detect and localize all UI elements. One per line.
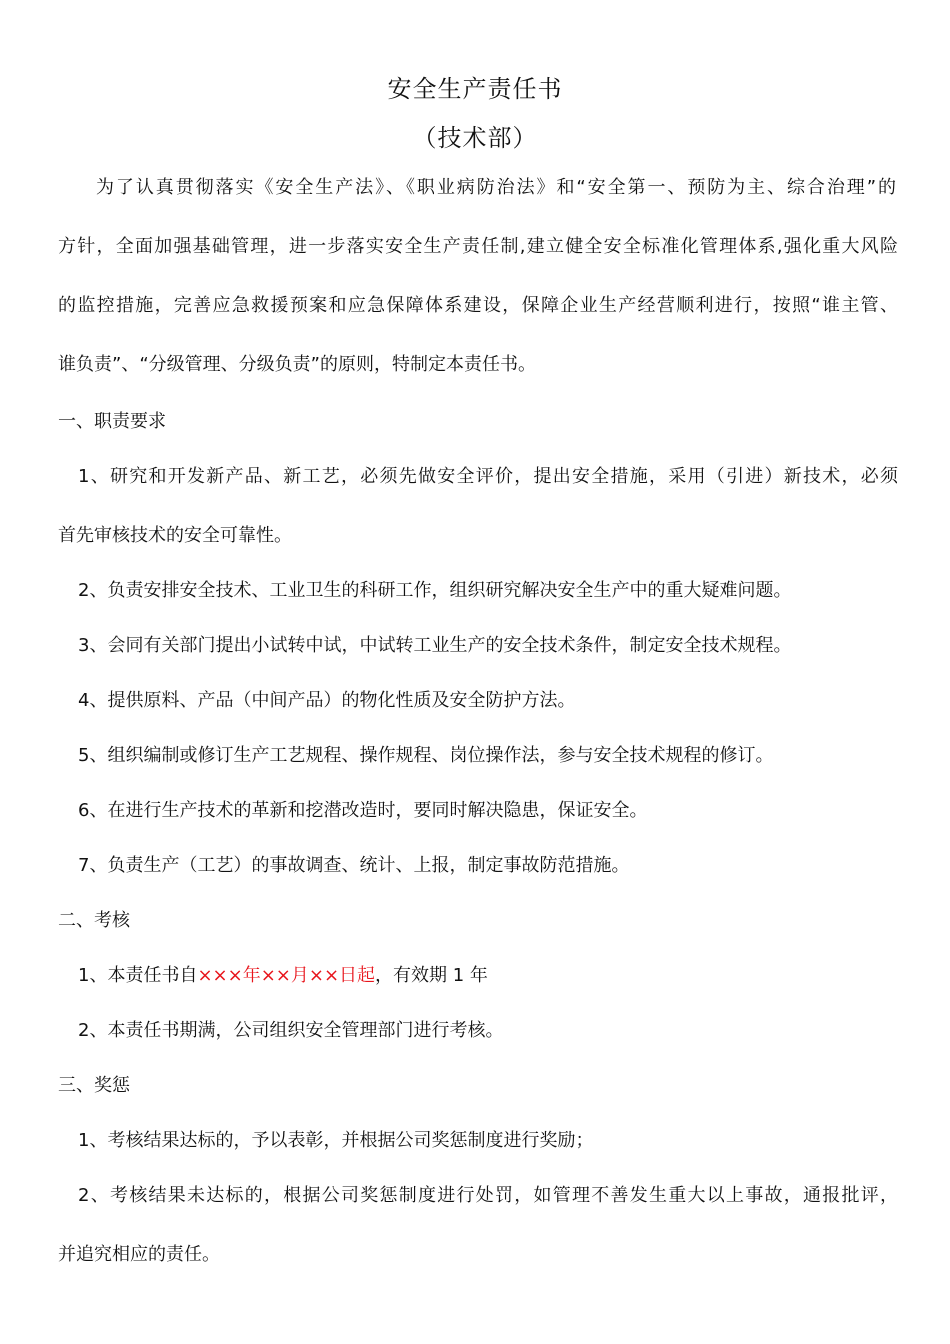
- intro-line-3: 的监控措施，完善应急救援预案和应急保障体系建设，保障企业生产经营顺利进行，按照“谁主管、: [58, 295, 898, 316]
- section-heading-rewards: 三、奖惩: [58, 1075, 130, 1096]
- validity-start-date: ×××年××月××日起: [197, 965, 376, 986]
- reward-item-2-line-2: 并追究相应的责任。: [58, 1244, 220, 1265]
- assessment-item-2: 2、本责任书期满，公司组织安全管理部门进行考核。: [78, 1020, 504, 1041]
- duty-item-4: 4、提供原料、产品（中间产品）的物化性质及安全防护方法。: [78, 690, 576, 711]
- reward-item-2-line-1: 2、考核结果未达标的，根据公司奖惩制度进行处罚，如管理不善发生重大以上事故，通报批评，: [78, 1185, 898, 1206]
- duty-item-3: 3、会同有关部门提出小试转中试，中试转工业生产的安全技术条件，制定安全技术规程。: [78, 635, 792, 656]
- document-subtitle: （技术部）: [412, 124, 538, 152]
- duty-item-7: 7、负责生产（工艺）的事故调查、统计、上报，制定事故防范措施。: [78, 855, 630, 876]
- assessment-item-1: [78, 963, 898, 989]
- duty-item-1-line-1: 1、研究和开发新产品、新工艺，必须先做安全评价，提出安全措施，采用（引进）新技术，必须: [78, 466, 898, 487]
- intro-line-2: 方针，全面加强基础管理，进一步落实安全生产责任制,建立健全安全标准化管理体系,强化重大风险: [58, 236, 898, 257]
- duty-item-5: 5、组织编制或修订生产工艺规程、操作规程、岗位操作法，参与安全技术规程的修订。: [78, 745, 774, 766]
- section-heading-assessment: 二、考核: [58, 910, 130, 931]
- intro-line-1: 为了认真贯彻落实《安全生产法》、《职业病防治法》和“安全第一、预防为主、综合治理”的: [96, 177, 896, 198]
- assessment-item-1-prefix: 1、本责任书自: [78, 965, 198, 986]
- intro-line-4: 谁负责”、“分级管理、分级负责”的原则，特制定本责任书。: [58, 354, 536, 375]
- duty-item-2: 2、负责安排安全技术、工业卫生的科研工作，组织研究解决安全生产中的重大疑难问题。: [78, 580, 792, 601]
- assessment-item-1-suffix: ，有效期 1 年: [375, 965, 488, 986]
- document-title: 安全生产责任书: [387, 75, 563, 103]
- section-heading-duties: 一、职责要求: [58, 411, 166, 432]
- duty-item-1-line-2: 首先审核技术的安全可靠性。: [58, 525, 292, 546]
- reward-item-1: 1、考核结果达标的，予以表彰，并根据公司奖惩制度进行奖励；: [78, 1130, 594, 1151]
- duty-item-6: 6、在进行生产技术的革新和挖潜改造时，要同时解决隐患，保证安全。: [78, 800, 648, 821]
